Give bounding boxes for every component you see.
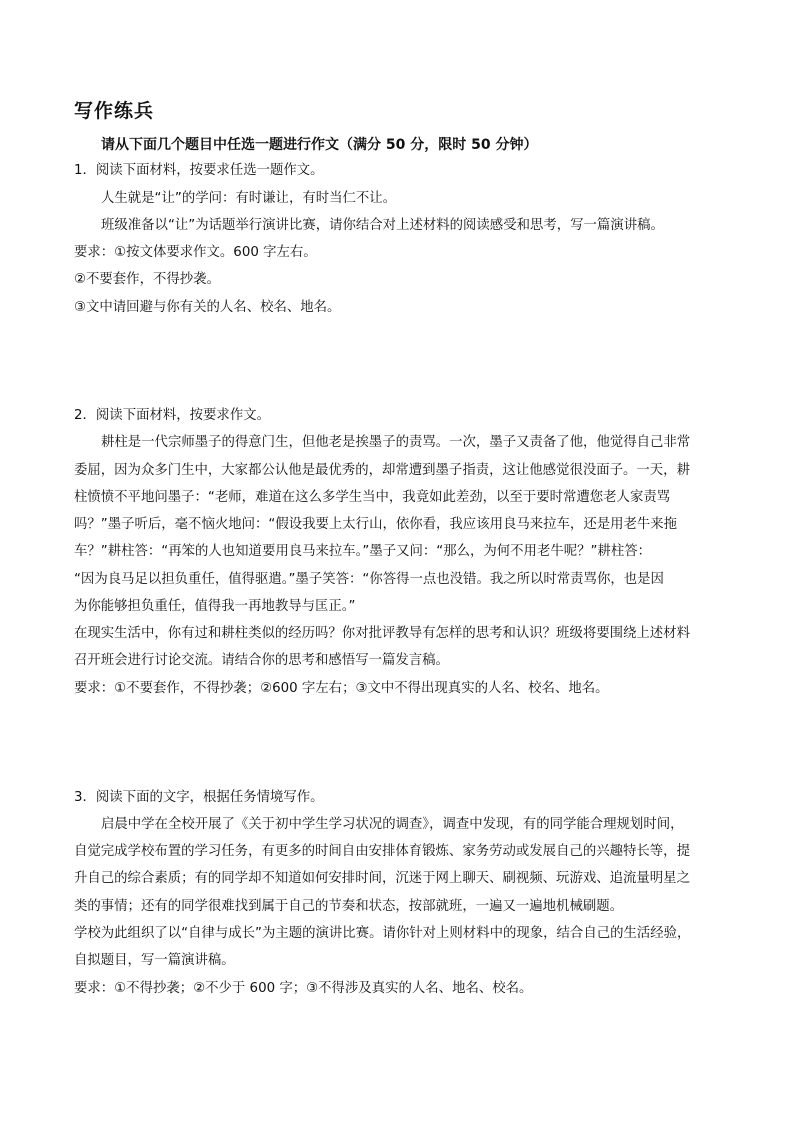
q1-heading: 1．阅读下面材料，按要求任选一题作文。 (74, 163, 324, 178)
q1-requirement-1: 要求：①按文体要求作文。600 字左右。 (74, 245, 317, 260)
q1-task: 班级准备以“让”为话题举行演讲比赛，请你结合对上述材料的阅读感受和思考，写一篇演讲稿。 (101, 218, 664, 233)
q3-material-line: 自觉完成学校布置的学习任务，有更多的时间自由安排体育锻炼、家务劳动或发展自己的兴趣特长等，提 (74, 844, 690, 859)
q2-material-line: 柱愤愤不平地问墨子：“老师，难道在这么多学生当中，我竟如此差劲，以至于要时常遭您老人家责骂 (74, 490, 671, 505)
q3-material-line: 升自己的综合素质；有的同学却不知道如何安排时间，沉迷于网上聊天、刷视频、玩游戏、追流量明星之 (74, 871, 690, 886)
instruction-subtitle: 请从下面几个题目中任选一题进行作文（满分 50 分，限时 50 分钟） (101, 137, 538, 153)
q2-task-line: 在现实生活中，你有过和耕柱类似的经历吗？你对批评教导有怎样的思考和认识？班级将要围绕上述材料 (74, 626, 690, 641)
q3-task-line: 学校为此组织了以“自律与成长”为主题的演讲比赛。请你针对上则材料中的现象，结合自己的生活经验， (74, 926, 691, 941)
q2-material-line: “因为良马足以担负重任，值得驱遣。”墨子笑答：“你答得一点也没错。我之所以时常责骂你，也是因 (74, 572, 664, 587)
q2-task-line: 召开班会进行讨论交流。请结合你的思考和感悟写一篇发言稿。 (74, 653, 449, 668)
q1-material: 人生就是“让”的学问：有时谦让，有时当仁不让。 (101, 191, 397, 206)
q3-material-line: 类的事情；还有的同学很难找到属于自己的节奏和状态，按部就班，一遍又一遍地机械刷题。 (74, 899, 624, 914)
q1-requirement-2: ②不要套作，不得抄袭。 (74, 272, 220, 287)
q2-material-line: 为你能够担负重任，值得我一再地教导与匡正。” (74, 599, 356, 614)
q2-material-line: 车？”耕柱答：“再笨的人也知道要用良马来拉车。”墨子又问：“那么，为何不用老牛呢？”耕柱答： (74, 544, 651, 559)
q2-heading: 2．阅读下面材料，按要求作文。 (74, 408, 270, 423)
q2-material-line: 委屈，因为众多门生中，大家都公认他是最优秀的，却常遭到墨子指责，这让他感觉很没面子。一天，耕 (74, 463, 690, 478)
q2-requirements: 要求：①不要套作，不得抄袭；②600 字左右；③文中不得出现真实的人名、校名、地名。 (74, 681, 609, 696)
page-title: 写作练兵 (74, 100, 155, 122)
q2-material-line: 吗？”墨子听后，毫不恼火地问：“假设我要上太行山，依你看，我应该用良马来拉车，还是用老牛来拖 (74, 517, 678, 532)
q3-heading: 3．阅读下面的文字，根据任务情境写作。 (74, 790, 324, 805)
q3-requirements: 要求：①不得抄袭；②不少于 600 字；③不得涉及真实的人名、地名、校名。 (74, 981, 533, 996)
q3-task-line: 自拟题目，写一篇演讲稿。 (74, 953, 235, 968)
q3-material-line: 启晨中学在全校开展了《关于初中学生学习状况的调查》，调查中发现，有的同学能合理规划时间， (101, 817, 684, 832)
q2-material-line: 耕柱是一代宗师墨子的得意门生，但他老是挨墨子的责骂。一次，墨子又责备了他，他觉得自己非常 (101, 435, 691, 450)
q1-requirement-3: ③文中请回避与你有关的人名、校名、地名。 (74, 300, 341, 315)
